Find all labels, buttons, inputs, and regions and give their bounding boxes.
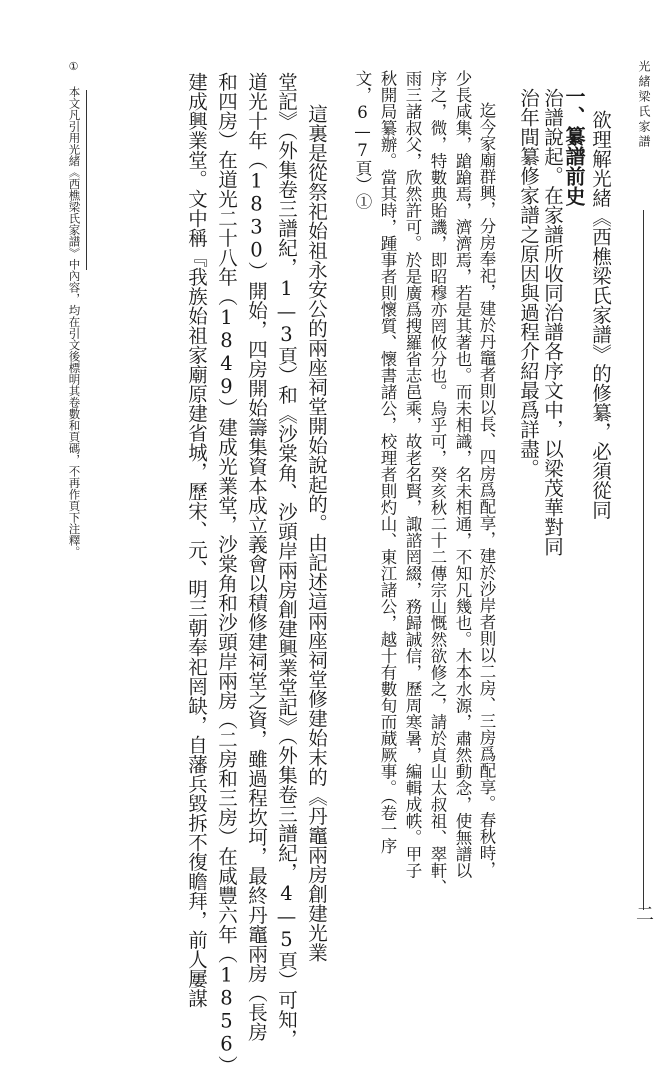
paragraph2-line: 道光十年（1830）開始，四房開始籌集資本成立義會以積修建祠堂之資，雖過程坎坷，最終丹竈兩房（長房	[245, 72, 268, 1042]
quote-line: 秋開局纂辦。當其時，踵事者則懷質、懷書諸公，校理者則灼山、東江諸公，越十有數旬而蕆厥事。（卷一序	[378, 70, 397, 854]
page-number: 二	[636, 904, 654, 925]
paragraph1-line: 治譜說起。在家譜所收同治譜各序文中，以梁茂華對同	[541, 88, 564, 556]
section-heading: 一、纂譜前史	[562, 86, 586, 206]
quote-line: 雨三諸叔父，欣然許可。於是廣爲搜羅省志邑乘，故老名賢，諏諮罔綴，務歸誠信，歷周寒暑，編輯成帙。甲子	[403, 70, 422, 879]
paragraph2-line: 這裏是從祭祀始祖永安公的兩座祠堂開始說起的。由記述這兩座祠堂修建始末的《丹竈兩房創建光業	[305, 104, 328, 962]
footnote-marker: ①	[67, 60, 80, 73]
footnote-rule	[86, 90, 87, 270]
paragraph1-line: 欲理解光緒《西樵梁氏家譜》的修纂，必須從同	[589, 110, 612, 520]
quote-line: 序之，微，特數典貽譏，即昭穆亦罔攸分也。烏乎可，癸亥秋二十二傳宗山慨然欲修之，請於貞山太叔祖、翠軒、	[428, 70, 447, 895]
quote-line: 少長咸集，蹌蹌焉，濟濟焉，若是其著也。而未相識，名未相通，不知凡幾也。木本水源，肅然動念，使無譜以	[453, 70, 472, 879]
paragraph2-line: 建成興業堂。文中稱『我族始祖家廟原建省城，歷宋、元、明三朝奉祀罔缺，自藩兵毀拆不復瞻拜，前人屢謀	[185, 72, 208, 1008]
paragraph2-line: 堂記》（外集卷三譜紀，1—3頁）和《沙棠角、沙頭岸兩房創建興業堂記》（外集卷三譜紀，4—5頁）可知，	[275, 72, 298, 1049]
quote-line: 文，6—7頁）①	[353, 70, 372, 210]
footnote-text: 本文凡引用光緒《西樵梁氏家譜》中內容，均在引文後標明其卷數和頁碼，不再作頁下注釋。	[67, 86, 82, 558]
header-rule	[643, 210, 644, 910]
running-head: 光緒梁氏家譜	[637, 60, 651, 150]
paragraph1-line: 治年間纂修家譜之原因與過程介紹最爲詳盡。	[517, 88, 540, 478]
paragraph2-line: 和四房）在道光二十八年（1849）建成光業堂，沙棠角和沙頭岸兩房（二房和三房）在咸豐六年（1856）	[215, 72, 238, 1075]
quote-line: 迄今家廟群興，分房奉祀，建於丹竈者則以長、四房爲配享，建於沙岸者則以二房、三房爲配享。春秋時，	[477, 102, 496, 878]
